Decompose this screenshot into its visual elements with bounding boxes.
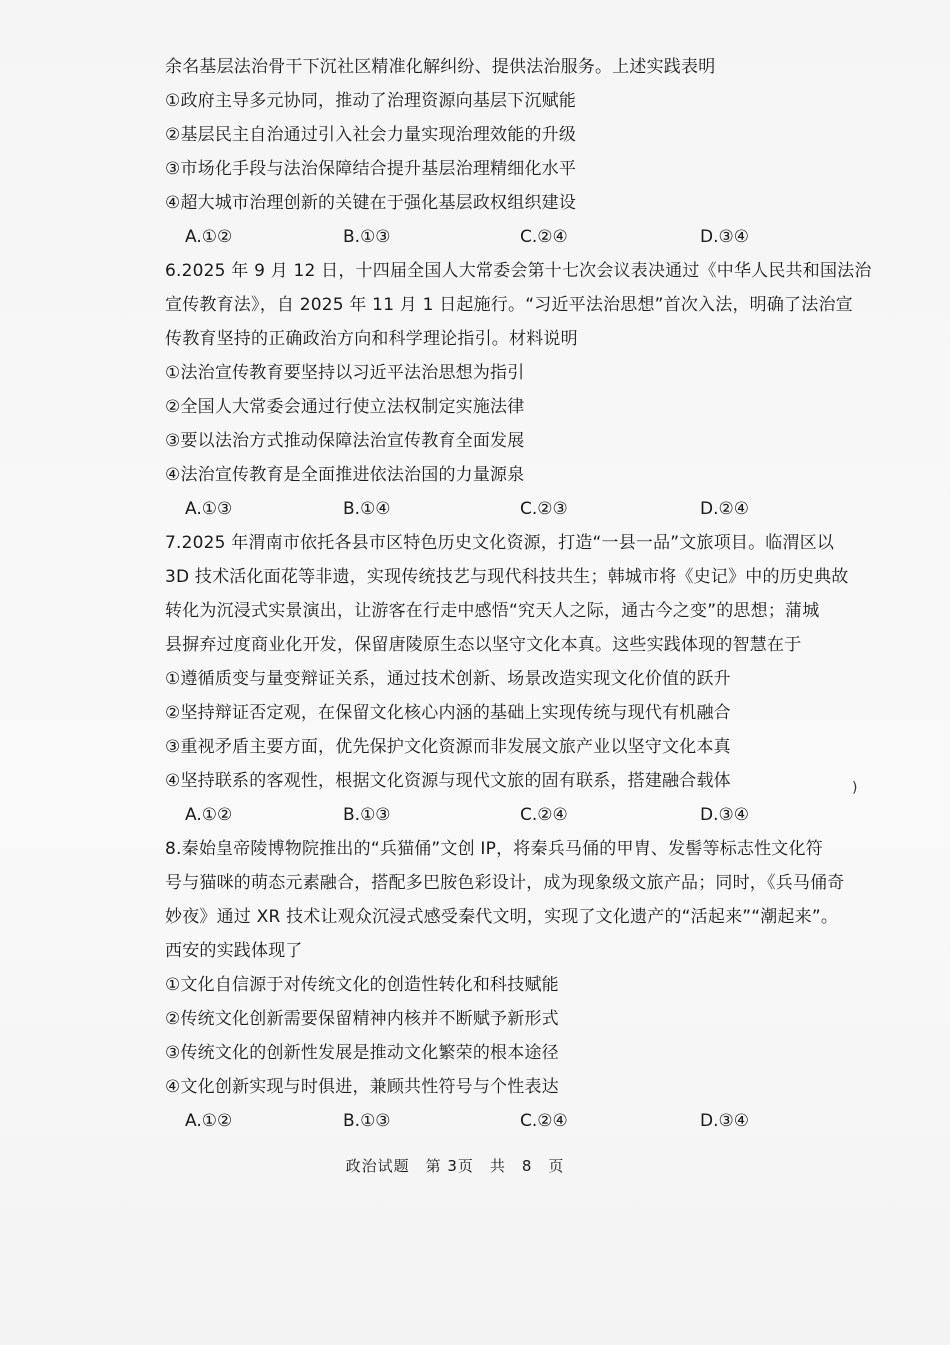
question-8 bbox=[165, 832, 885, 1138]
option-c: C.②③ bbox=[520, 499, 568, 519]
question-stem-line: 余名基层法治骨干下沉社区精准化解纠纷、提供法治服务。上述实践表明 bbox=[165, 57, 716, 77]
question-stem-line: 传教育坚持的正确政治方向和科学理论指引。材料说明 bbox=[165, 329, 578, 349]
choice-item: ④坚持联系的客观性，根据文化资源与现代文旅的固有联系，搭建融合载体 bbox=[165, 771, 731, 791]
stray-mark: ) bbox=[852, 780, 858, 796]
choice-item: ①政府主导多元协同，推动了治理资源向基层下沉赋能 bbox=[165, 91, 577, 111]
question-7 bbox=[165, 526, 885, 832]
option-c: C.②④ bbox=[520, 805, 568, 825]
choice-item: ①文化自信源于对传统文化的创造性转化和科技赋能 bbox=[165, 975, 559, 995]
option-c: C.②④ bbox=[520, 227, 568, 247]
question-stem-line: 8.秦始皇帝陵博物院推出的“兵猫俑”文创 IP，将秦兵马俑的甲胄、发髻等标志性文化符 bbox=[165, 839, 823, 859]
choice-item: ①法治宣传教育要坚持以习近平法治思想为指引 bbox=[165, 363, 525, 383]
answer-options bbox=[165, 492, 885, 526]
choice-item: ②基层民主自治通过引入社会力量实现治理效能的升级 bbox=[165, 125, 577, 145]
footer-text: 政治试题 第 3页 共 8 页 bbox=[345, 1157, 565, 1175]
question-stem-line: 妙夜》通过 XR 技术让观众沉浸式感受秦代文明，实现了文化遗产的“活起来”“潮起来”。 bbox=[165, 907, 839, 927]
choice-item: ④超大城市治理创新的关键在于强化基层政权组织建设 bbox=[165, 193, 577, 213]
option-b: B.①③ bbox=[343, 805, 391, 825]
option-b: B.①④ bbox=[343, 499, 391, 519]
question-stem-line: 宣传教育法》，自 2025 年 11 月 1 日起施行。“习近平法治思想”首次入法，明确了法治宣 bbox=[165, 295, 853, 315]
choice-item: ③要以法治方式推动保障法治宣传教育全面发展 bbox=[165, 431, 525, 451]
page-content bbox=[165, 50, 885, 1138]
choice-item: ②传统文化创新需要保留精神内核并不断赋予新形式 bbox=[165, 1009, 559, 1029]
choice-item: ③重视矛盾主要方面，优先保护文化资源而非发展文旅产业以坚守文化本真 bbox=[165, 737, 731, 757]
answer-options bbox=[165, 1104, 885, 1138]
question-5-continuation bbox=[165, 50, 885, 254]
option-c: C.②④ bbox=[520, 1111, 568, 1131]
choice-item: ③市场化手段与法治保障结合提升基层治理精细化水平 bbox=[165, 159, 577, 179]
option-a: A.①② bbox=[185, 805, 233, 825]
question-6 bbox=[165, 254, 885, 526]
choice-item: ④文化创新实现与时俱进，兼顾共性符号与个性表达 bbox=[165, 1077, 559, 1097]
answer-options bbox=[165, 798, 885, 832]
question-stem-line: 3D 技术活化面花等非遗，实现传统技艺与现代科技共生；韩城市将《史记》中的历史典故 bbox=[165, 567, 849, 587]
option-b: B.①③ bbox=[343, 227, 391, 247]
choice-item: ④法治宣传教育是全面推进依法治国的力量源泉 bbox=[165, 465, 525, 485]
option-d: D.②④ bbox=[700, 499, 749, 519]
question-stem-line: 西安的实践体现了 bbox=[165, 941, 303, 961]
page-footer bbox=[0, 1155, 950, 1176]
option-d: D.③④ bbox=[700, 1111, 749, 1131]
choice-item: ③传统文化的创新性发展是推动文化繁荣的根本途径 bbox=[165, 1043, 559, 1063]
choice-item: ①遵循质变与量变辩证关系，通过技术创新、场景改造实现文化价值的跃升 bbox=[165, 669, 731, 689]
question-stem-line: 7.2025 年渭南市依托各县市区特色历史文化资源，打造“一县一品”文旅项目。临渭区以 bbox=[165, 533, 835, 553]
choice-item: ②坚持辩证否定观，在保留文化核心内涵的基础上实现传统与现代有机融合 bbox=[165, 703, 731, 723]
question-stem-line: 县摒弃过度商业化开发，保留唐陵原生态以坚守文化本真。这些实践体现的智慧在于 bbox=[165, 635, 802, 655]
option-d: D.③④ bbox=[700, 805, 749, 825]
option-b: B.①③ bbox=[343, 1111, 391, 1131]
option-a: A.①② bbox=[185, 1111, 233, 1131]
option-a: A.①② bbox=[185, 227, 233, 247]
question-stem-line: 号与猫咪的萌态元素融合，搭配多巴胺色彩设计，成为现象级文旅产品；同时，《兵马俑奇 bbox=[165, 873, 845, 893]
answer-options bbox=[165, 220, 885, 254]
option-d: D.③④ bbox=[700, 227, 749, 247]
option-a: A.①③ bbox=[185, 499, 233, 519]
choice-item: ②全国人大常委会通过行使立法权制定实施法律 bbox=[165, 397, 525, 417]
question-stem-line: 转化为沉浸式实景演出，让游客在行走中感悟“究天人之际，通古今之变”的思想；蒲城 bbox=[165, 601, 820, 621]
question-stem-line: 6.2025 年 9 月 12 日，十四届全国人大常委会第十七次会议表决通过《中华人民共和国法治 bbox=[165, 261, 872, 281]
